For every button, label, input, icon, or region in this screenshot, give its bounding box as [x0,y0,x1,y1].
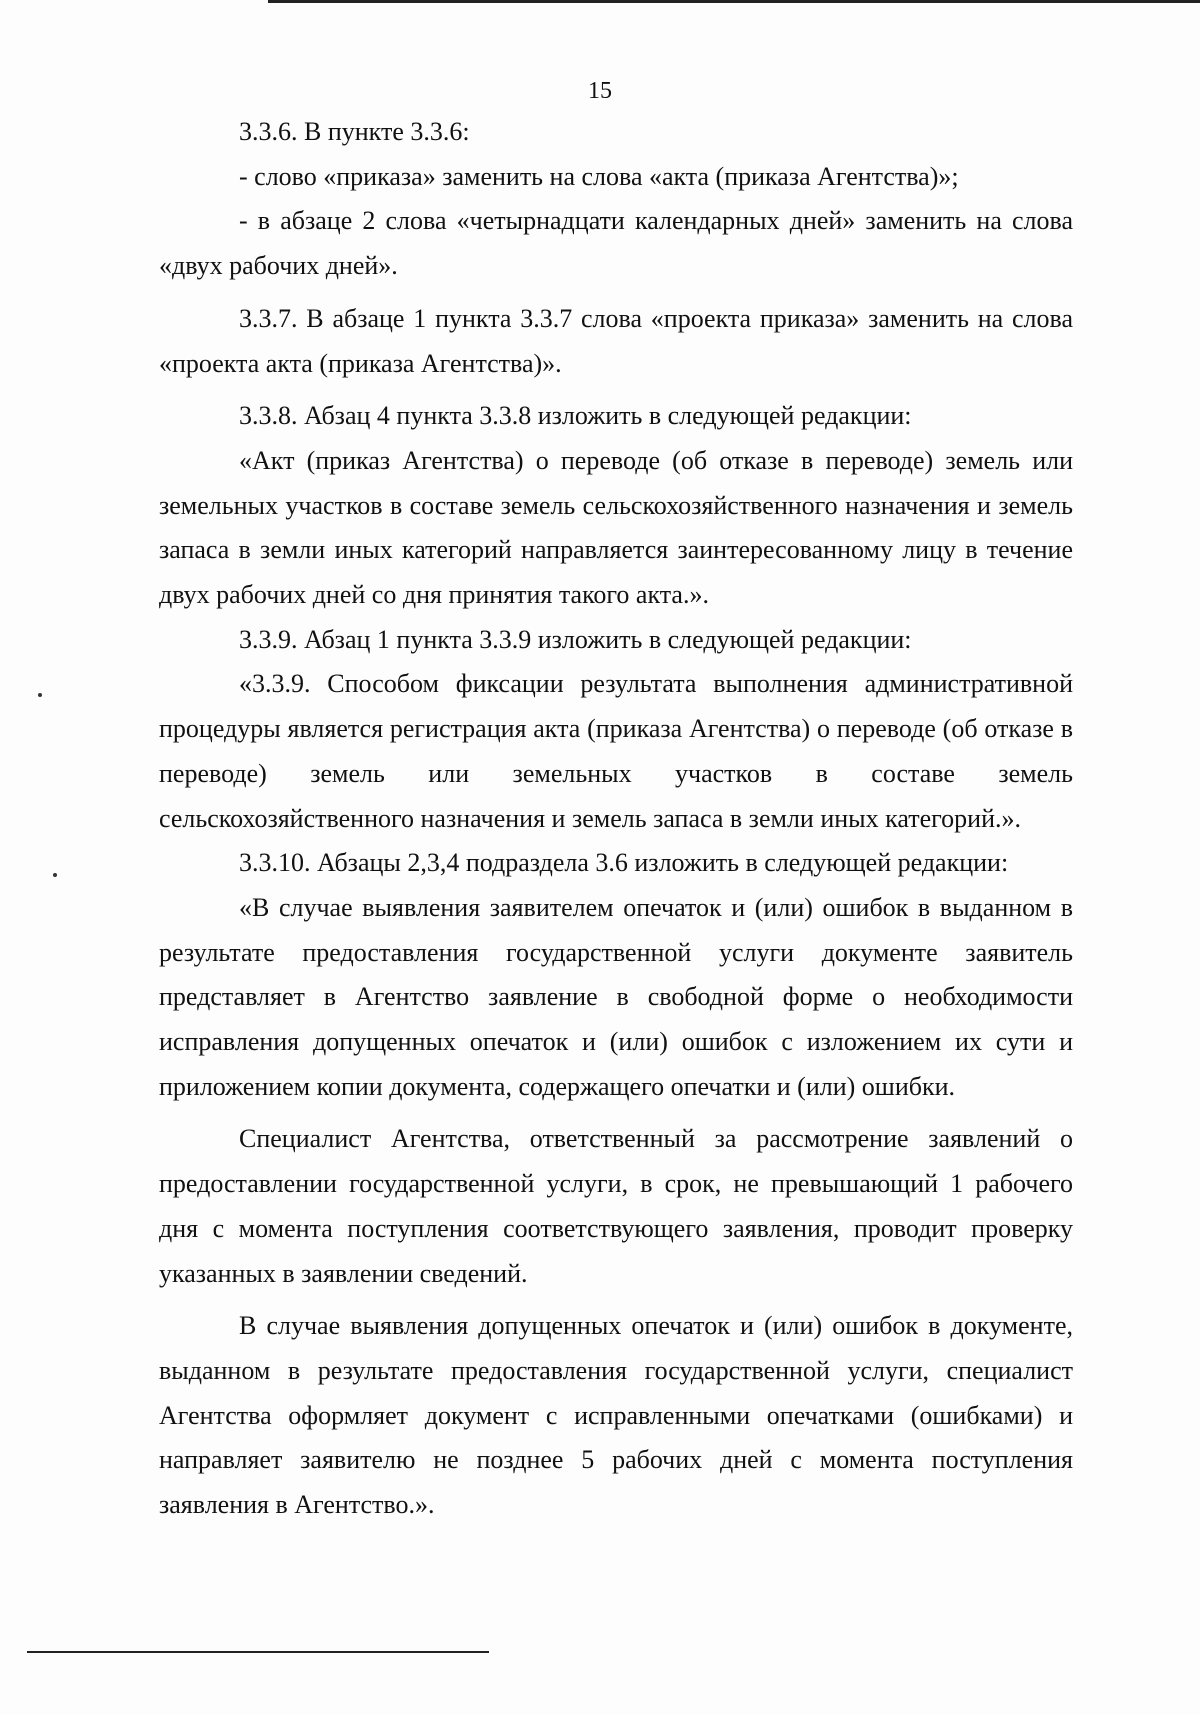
paragraph-3-3-6-heading: 3.3.6. В пункте 3.3.6: [239,117,470,146]
paragraph-3-3-6-item-2: - в абзаце 2 слова «четырнадцати календарных дней» заменить на слова «двух рабочих дней». [159,206,1073,281]
paragraph-3-3-9-heading: 3.3.9. Абзац 1 пункта 3.3.9 изложить в следующей редакции: [239,624,912,654]
top-rule [268,0,1200,3]
paragraph-3-3-10-heading: 3.3.10. Абзацы 2,3,4 подраздела 3.6 изложить в следующей редакции: [239,848,1009,878]
scan-speck [53,873,57,877]
paragraph-3-3-9-text: «3.3.9. Способом фиксации результата выполнения административной процедуры является регистрация акта (приказа Агентства) о переводе (об отказе в переводе) земель или земельных участков в составе земель сельскохозяйственного назначения и земель запаса в земли иных категорий.». [159,669,1073,833]
scan-speck [38,693,42,697]
document-body [159,110,1073,1528]
page-number: 15 [588,78,612,104]
paragraph-3-3-10-text-2: Специалист Агентства, ответственный за рассмотрение заявлений о предоставлении государственной услуги, в срок, не превышающий 1 рабочего дня с момента поступления соответствующего заявления, проводит проверку указанных в заявлении сведений. [159,1124,1073,1288]
paragraph-3-3-10-text-1: «В случае выявления заявителем опечаток и (или) ошибок в выданном в результате предоставления государственной услуги документе заявитель представляет в Агентство заявление в свободной форме о необходимости исправления допущенных опечаток и (или) ошибок с изложением их сути и приложением копии документа, содержащего опечатки и (или) ошибки. [159,892,1073,1101]
paragraph-3-3-7: 3.3.7. В абзаце 1 пункта 3.3.7 слова «проекта приказа» заменить на слова «проекта акта (приказа Агентства)». [159,303,1073,378]
footnote-rule [27,1651,489,1653]
paragraph-3-3-8-text: «Акт (приказ Агентства) о переводе (об отказе в переводе) земель или земельных участков в составе земель сельскохозяйственного назначения и земель запаса в земли иных категорий направляется заинтересованному лицу в течение двух рабочих дней со дня принятия такого акта.». [159,445,1073,610]
paragraph-3-3-10-text-3: В случае выявления допущенных опечаток и (или) ошибок в документе, выданном в результате предоставления государственной услуги, специалист Агентства оформляет документ с исправленными опечатками (ошибками) и направляет заявителю не позднее 5 рабочих дней с момента поступления заявления в Агентство.». [159,1311,1073,1520]
paragraph-3-3-6-item-1: - слово «приказа» заменить на слова «акта (приказа Агентства)»; [239,161,959,191]
paragraph-3-3-8-heading: 3.3.8. Абзац 4 пункта 3.3.8 изложить в следующей редакции: [239,401,912,431]
